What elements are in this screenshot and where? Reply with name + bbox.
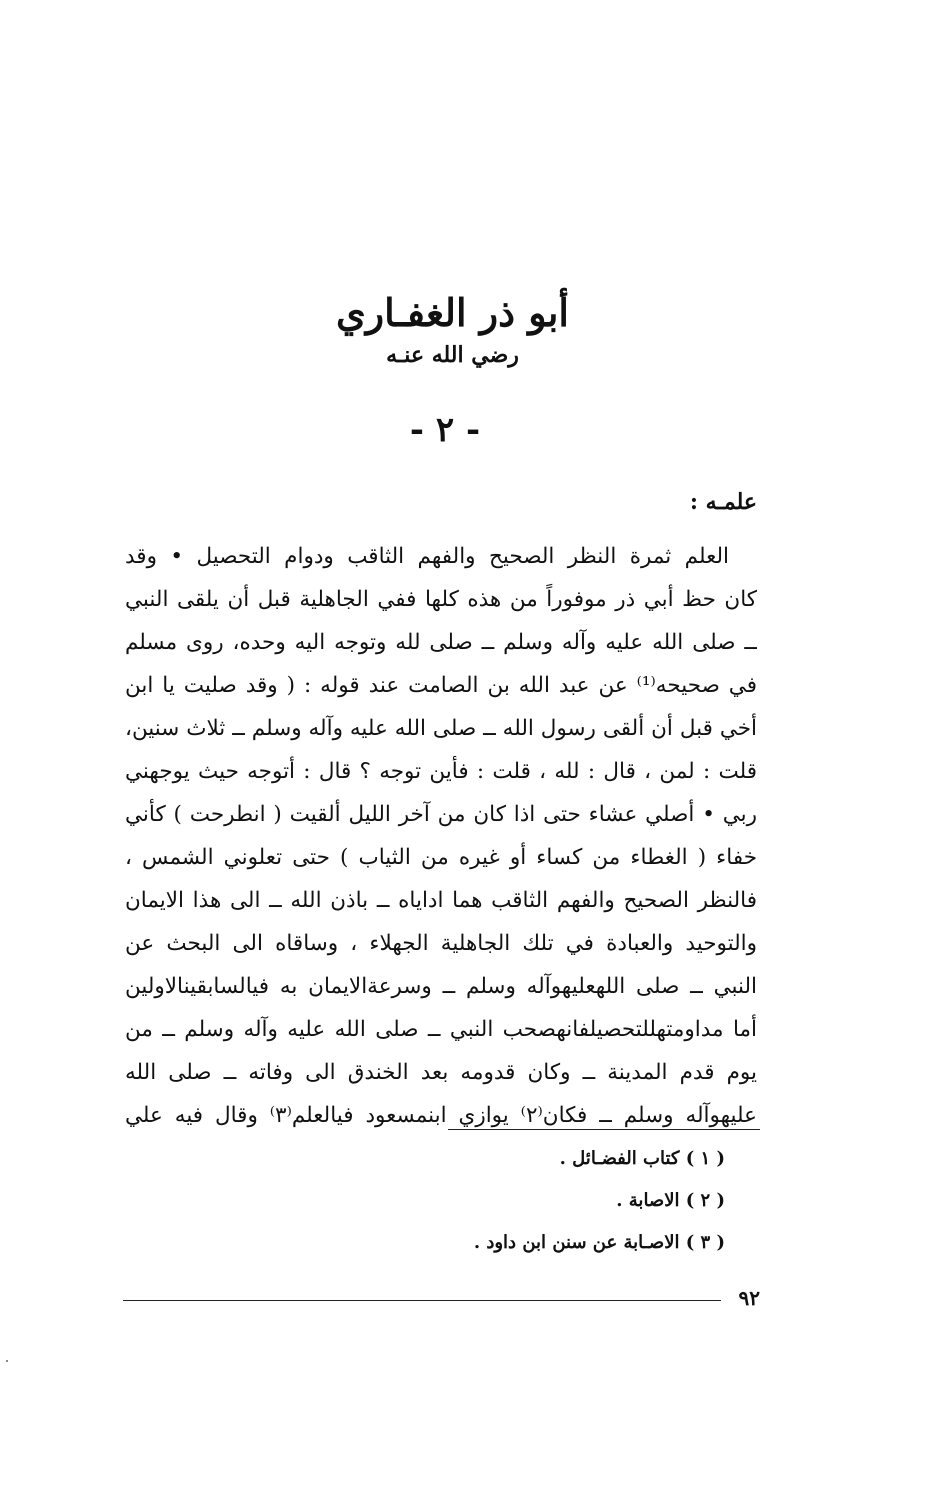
body-line: النبي ــ صلى اللهعليهوآله وسلم ــ وسرعةالايمان به فيالسابقينالاولين	[125, 974, 757, 999]
body-line: العلم ثمرة النظر الصحيح والفهم الثاقب ودوام التحصيل • وقد	[125, 544, 729, 569]
body-line: يوم قدم المدينة ــ وكان قدومه بعد الخندق الى وفاته ــ صلى الله	[125, 1060, 757, 1085]
chapter-subtitle: رضي الله عنـه	[386, 342, 519, 368]
footer-divider	[123, 1300, 721, 1301]
chapter-title: أبو ذر الغفـاري	[336, 290, 569, 335]
part-number: - ٢ -	[409, 410, 481, 450]
body-line: أخي قبل أن ألقى رسول الله ــ صلى الله عليه وآله وسلم ــ ثلاث سنين،	[125, 716, 757, 741]
footnote-1: ( ١ ) كتاب الفضـائل .	[559, 1148, 725, 1169]
body-line: أما مداومتهللتحصيلفانهصحب النبي ــ صلى الله عليه وآله وسلم ــ من	[125, 1017, 757, 1042]
footnote-divider	[448, 1129, 760, 1130]
body-line: ربي • أصلي عشاء حتى اذا كان من آخر الليل ألقيت ( انطرحت ) كأني	[125, 802, 757, 827]
scan-speck	[6, 1360, 8, 1362]
body-line: في صحيحه⁽¹⁾ عن عبد الله بن الصامت عند قوله : ( وقد صليت يا ابن	[125, 673, 757, 698]
page-number: ٩٢	[738, 1286, 760, 1310]
footnote-3: ( ٣ ) الاصـابة عن سنن ابن داود .	[473, 1232, 725, 1253]
section-heading: علمـه :	[689, 489, 757, 515]
footnotes	[474, 1138, 725, 1264]
body-line: فالنظر الصحيح والفهم الثاقب هما اداياه ــ باذن الله ــ الى هذا الايمان	[125, 888, 757, 913]
body-line: قلت : لمن ، قال : لله ، قلت : فأين توجه ؟ قال : أتوجه حيث يوجهني	[125, 759, 757, 784]
body-line: ــ صلى الله عليه وآله وسلم ــ صلى لله وتوجه اليه وحده، روى مسلم	[125, 630, 757, 655]
body-paragraph	[125, 535, 757, 1137]
body-line: عليهوآله وسلم ــ فكان⁽٢⁾ يوازي ابنمسعود فيالعلم⁽٣⁾ وقال فيه علي	[125, 1103, 757, 1128]
footnote-2: ( ٢ ) الاصابة .	[616, 1190, 725, 1211]
body-line: كان حظ أبي ذر موفوراً من هذه كلها ففي الجاهلية قبل أن يلقى النبي	[125, 587, 757, 612]
body-line: والتوحيد والعبادة في تلك الجاهلية الجهلاء ، وساقاه الى البحث عن	[125, 931, 757, 956]
body-line: خفاء ( الغطاء من كساء أو غيره من الثياب ) حتى تعلوني الشمس ،	[125, 845, 757, 870]
